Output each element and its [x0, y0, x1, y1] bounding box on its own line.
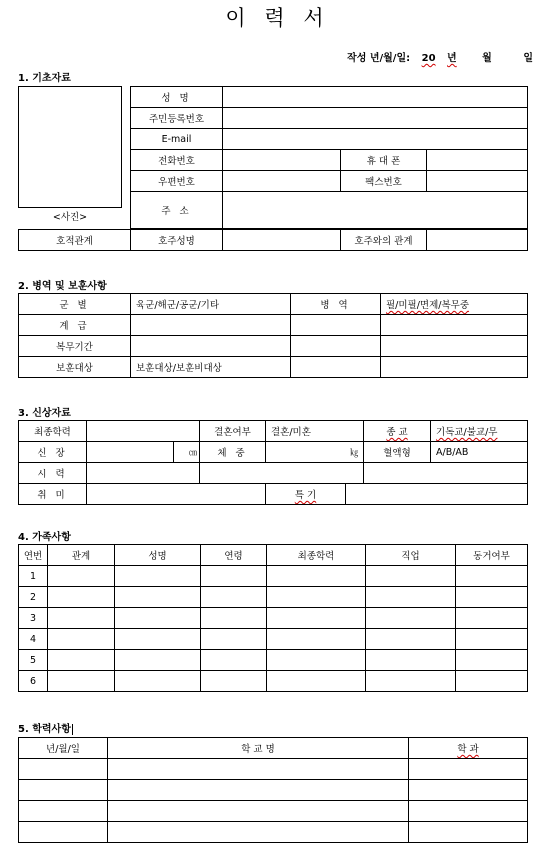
education-table	[18, 737, 528, 843]
postal-label: 우편번호	[131, 171, 223, 192]
branch-value[interactable]: 육군/해군/공군/기타	[131, 294, 291, 315]
date-year-unit: 년	[447, 53, 457, 64]
education-col-date: 년/월/일	[19, 738, 108, 759]
height-unit: ㎝	[174, 442, 200, 463]
family-cell[interactable]	[115, 566, 201, 587]
section-family-heading: 4. 가족사항	[18, 532, 71, 543]
mobile-field[interactable]	[427, 150, 528, 171]
family-cell[interactable]	[115, 629, 201, 650]
education-cell[interactable]	[19, 759, 108, 780]
section-personal-heading: 3. 신상자료	[18, 408, 71, 419]
family-cell[interactable]	[456, 566, 528, 587]
section-education-heading-text: 5. 학력사항	[18, 724, 71, 735]
family-row-number: 3	[19, 608, 48, 629]
personal-table	[18, 420, 528, 505]
education-cell[interactable]	[108, 780, 409, 801]
date-day-unit: 일	[523, 53, 533, 64]
head-relation-field[interactable]	[427, 230, 528, 251]
education-col-school: 학 교 명	[108, 738, 409, 759]
family-cell[interactable]	[201, 608, 267, 629]
date-year-prefix: 20	[421, 53, 436, 64]
height-label: 신 장	[19, 442, 87, 463]
education-header-row	[19, 738, 528, 759]
email-field[interactable]	[223, 129, 528, 150]
religion-label: 종 교	[364, 421, 431, 442]
family-row-number: 2	[19, 587, 48, 608]
family-row-number: 6	[19, 671, 48, 692]
family-cell[interactable]	[48, 650, 115, 671]
period-extra-field[interactable]	[291, 336, 381, 357]
photo-cell	[19, 87, 131, 230]
email-label: E-mail	[131, 129, 223, 150]
family-row	[19, 671, 528, 692]
family-cell[interactable]	[267, 650, 366, 671]
family-row	[19, 587, 528, 608]
period-extra-field-2[interactable]	[381, 336, 528, 357]
phone-label: 전화번호	[131, 150, 223, 171]
family-col-education: 최종학력	[267, 545, 366, 566]
family-row	[19, 650, 528, 671]
skill-label: 특 기	[266, 484, 346, 505]
family-col-name: 성명	[115, 545, 201, 566]
family-cell[interactable]	[456, 608, 528, 629]
family-col-relation: 관계	[48, 545, 115, 566]
family-cell[interactable]	[201, 629, 267, 650]
branch-label: 군 별	[19, 294, 131, 315]
family-cell[interactable]	[267, 587, 366, 608]
education-row	[19, 759, 528, 780]
family-row-number: 1	[19, 566, 48, 587]
family-cell[interactable]	[48, 671, 115, 692]
weight-field[interactable]	[266, 442, 346, 463]
family-cell[interactable]	[48, 608, 115, 629]
family-cell[interactable]	[201, 650, 267, 671]
family-cell[interactable]	[456, 587, 528, 608]
family-cell[interactable]	[115, 587, 201, 608]
family-cell[interactable]	[201, 671, 267, 692]
section-military-heading	[18, 277, 107, 292]
family-table	[18, 544, 528, 692]
family-cell[interactable]	[48, 587, 115, 608]
phone-field[interactable]	[223, 150, 341, 171]
family-header-row	[19, 545, 528, 566]
family-row-number: 5	[19, 650, 48, 671]
family-col-job: 직업	[366, 545, 456, 566]
head-name-label: 호주성명	[131, 230, 223, 251]
photo-label: <사진>	[52, 212, 88, 223]
family-cell[interactable]	[267, 671, 366, 692]
rank-extra-field[interactable]	[291, 315, 381, 336]
date-line	[339, 49, 533, 64]
name-field[interactable]	[223, 87, 528, 108]
family-cell[interactable]	[456, 629, 528, 650]
service-value[interactable]: 필/미필/면제/복무중	[381, 294, 528, 315]
weight-label: 체 중	[200, 442, 266, 463]
section-military-heading-text: 2. 병역 및 보훈사항	[18, 281, 107, 292]
rank-label: 계 급	[19, 315, 131, 336]
height-field[interactable]	[87, 442, 174, 463]
education-cell[interactable]	[409, 759, 528, 780]
rank-field[interactable]	[131, 315, 291, 336]
blood-label: 혈액형	[364, 442, 431, 463]
family-cell[interactable]	[366, 650, 456, 671]
education-cell[interactable]	[409, 780, 528, 801]
document-title: 이 력 서	[225, 6, 330, 30]
period-label: 복무기간	[19, 336, 131, 357]
postal-field[interactable]	[223, 171, 341, 192]
family-row	[19, 629, 528, 650]
education-row	[19, 822, 528, 843]
education-cell[interactable]	[108, 801, 409, 822]
fax-field[interactable]	[427, 171, 528, 192]
address-field[interactable]	[223, 192, 528, 229]
education-cell[interactable]	[409, 801, 528, 822]
education-cell[interactable]	[19, 801, 108, 822]
marital-value[interactable]: 결혼/미혼	[266, 421, 364, 442]
section-basic-heading: 1. 기초자료	[18, 73, 71, 84]
family-cell[interactable]	[201, 587, 267, 608]
education-field[interactable]	[87, 421, 200, 442]
military-table	[18, 293, 528, 378]
family-cell[interactable]	[267, 629, 366, 650]
vision-extra-field-2[interactable]	[364, 463, 528, 484]
education-col-major: 학 과	[409, 738, 528, 759]
family-cell[interactable]	[115, 608, 201, 629]
weight-unit: ㎏	[346, 442, 364, 463]
text-cursor	[72, 724, 73, 735]
education-cell[interactable]	[108, 759, 409, 780]
head-name-field[interactable]	[223, 230, 341, 251]
date-label: 작성 년/월/일:	[347, 53, 411, 64]
resident-no-field[interactable]	[223, 108, 528, 129]
family-cell[interactable]	[115, 650, 201, 671]
vision-label: 시 력	[19, 463, 87, 484]
education-label: 최종학력	[19, 421, 87, 442]
family-cell[interactable]	[366, 608, 456, 629]
family-cell[interactable]	[366, 671, 456, 692]
education-cell[interactable]	[19, 780, 108, 801]
education-cell[interactable]	[108, 822, 409, 843]
marital-label: 결혼여부	[200, 421, 266, 442]
head-relation-label: 호주와의 관계	[341, 230, 427, 251]
name-label: 성 명	[131, 87, 223, 108]
family-cell[interactable]	[267, 566, 366, 587]
education-row	[19, 801, 528, 822]
address-label: 주 소	[131, 192, 223, 229]
veteran-value[interactable]: 보훈대상/보훈비대상	[131, 357, 291, 378]
vision-extra-field[interactable]	[200, 463, 364, 484]
family-row	[19, 566, 528, 587]
family-cell[interactable]	[48, 566, 115, 587]
family-col-cohabit: 동거여부	[456, 545, 528, 566]
education-cell[interactable]	[409, 822, 528, 843]
date-month-unit: 월	[482, 53, 492, 64]
basic-info-table	[18, 86, 528, 251]
family-cell[interactable]	[366, 587, 456, 608]
fax-label: 팩스번호	[341, 171, 427, 192]
resident-no-label: 주민등록번호	[131, 108, 223, 129]
education-cell[interactable]	[19, 822, 108, 843]
education-row	[19, 780, 528, 801]
family-cell[interactable]	[267, 608, 366, 629]
skill-field[interactable]	[346, 484, 528, 505]
family-row-number: 4	[19, 629, 48, 650]
family-cell[interactable]	[366, 566, 456, 587]
mobile-label: 휴 대 폰	[341, 150, 427, 171]
family-col-age: 연령	[201, 545, 267, 566]
family-cell[interactable]	[366, 629, 456, 650]
service-label: 병 역	[291, 294, 381, 315]
blood-value[interactable]: A/B/AB	[431, 442, 528, 463]
section-education-heading	[18, 720, 73, 735]
vision-field[interactable]	[87, 463, 200, 484]
hobby-field[interactable]	[87, 484, 266, 505]
veteran-label: 보훈대상	[19, 357, 131, 378]
period-field[interactable]	[131, 336, 291, 357]
hobby-label: 취 미	[19, 484, 87, 505]
religion-value[interactable]: 기독교/불교/무	[431, 421, 528, 442]
family-cell[interactable]	[201, 566, 267, 587]
veteran-extra-field[interactable]	[291, 357, 381, 378]
family-cell[interactable]	[456, 650, 528, 671]
family-row	[19, 608, 528, 629]
family-cell[interactable]	[115, 671, 201, 692]
rank-extra-field-2[interactable]	[381, 315, 528, 336]
family-cell[interactable]	[48, 629, 115, 650]
family-relation-label: 호적관계	[19, 230, 131, 251]
family-cell[interactable]	[456, 671, 528, 692]
family-col-index: 연번	[19, 545, 48, 566]
veteran-extra-field-2[interactable]	[381, 357, 528, 378]
